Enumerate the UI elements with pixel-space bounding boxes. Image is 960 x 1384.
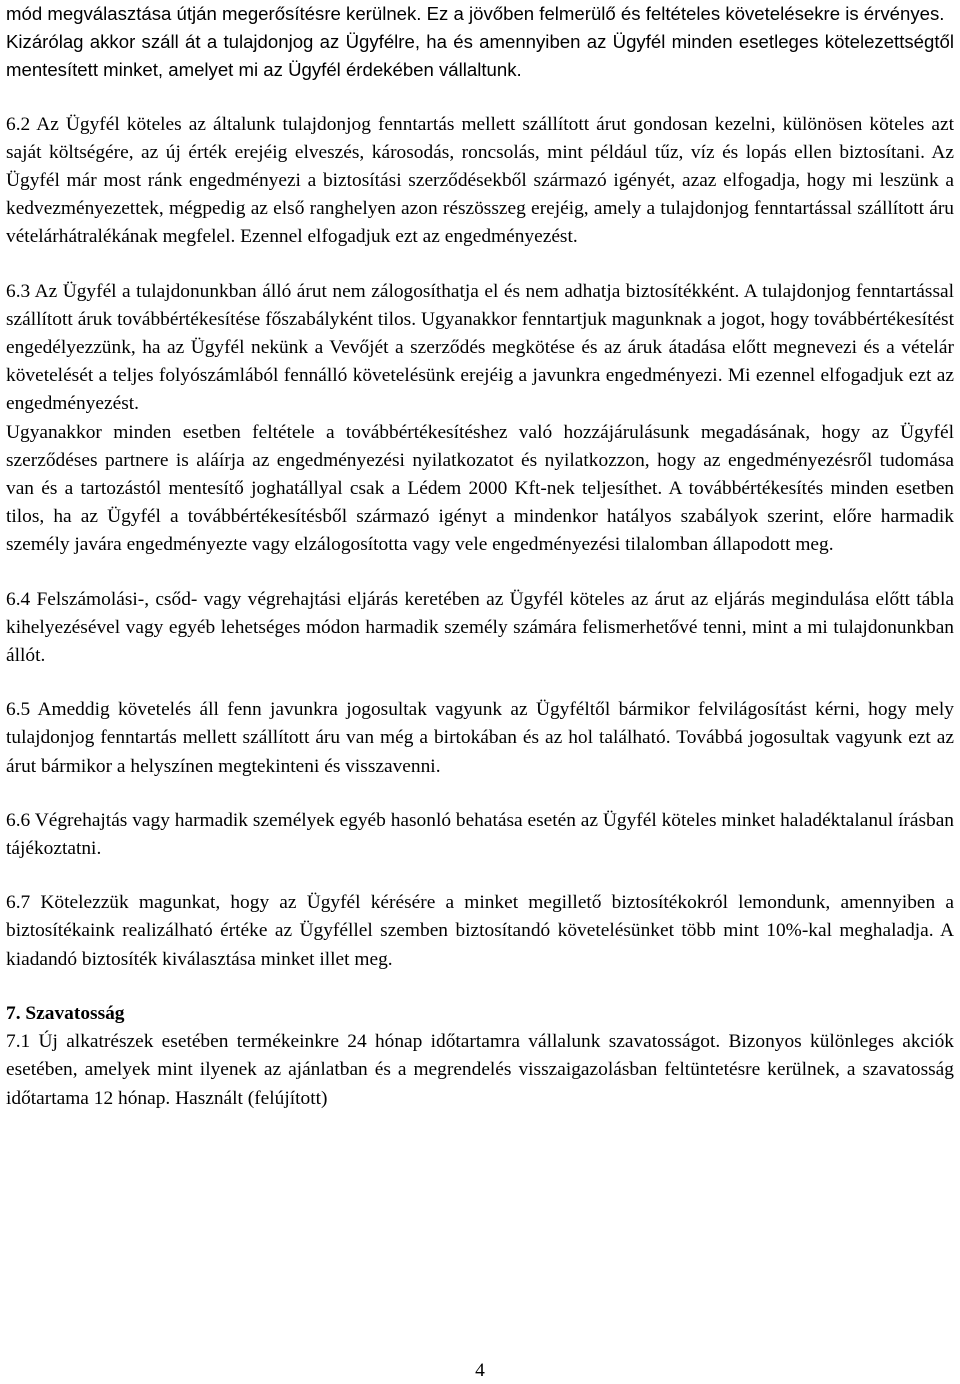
paragraph-7-1: 7.1 Új alkatrészek esetében termékeinkre 24 hónap időtartamra vállalunk szavatosságot. Bizonyos különleges akciók esetében, amelyek mint ilyenek az ajánlatban és a megrendelés visszaigazolásban feltüntetésre kerülnek, a szavatosság időtartama 12 hónap. Használt (felújított)	[6, 1031, 954, 1109]
spacer	[6, 85, 954, 111]
spacer	[6, 863, 954, 889]
paragraph-6-7: 6.7 Kötelezzük magunkat, hogy az Ügyfél kérésére a minket megillető biztosítékokról lemondunk, amennyiben a biztosítékaink realizálható értéke az Ügyféllel szemben biztosítandó követelésünket több mint 10%-kal meghaladja. A kiadandó biztosíték kiválasztása minket illet meg.	[6, 892, 954, 970]
paragraph-6-3b: Ugyanakkor minden esetben feltétele a továbbértékesítéshez való hozzájárulásunk megadásának, hogy az Ügyfél szerződéses partnere is aláírja az engedményezési nyilatkozatot és nyilatkozzon, hogy az engedményezésről tudomása van és a tartozástól mentesítő joghatállyal csak a Lédem 2000 Kft-nek teljesíthet. A továbbértékesítés minden esetben tilos, ha az Ügyfél a továbbértékesítésből származó igényt a mindenkor hatályos szabályok szerint, előre harmadik személy javára engedményezte vagy elzálogosította vagy vele engedményezési tilalomban állapodott meg.	[6, 421, 954, 556]
spacer	[6, 781, 954, 807]
spacer	[6, 560, 954, 586]
page-number: 4	[475, 1360, 485, 1381]
paragraph-6-6: 6.6 Végrehajtás vagy harmadik személyek egyéb hasonló behatása esetén az Ügyfél köteles minket haladéktalanul írásban tájékoztatni.	[6, 809, 954, 860]
paragraph-6-3a: 6.3 Az Ügyfél a tulajdonunkban álló árut nem zálogosíthatja el és nem adhatja biztosítékként. A tulajdonjog fenntartással szállított áruk továbbértékesítése főszabályként tilos. Ugyanakkor fenntartjuk magunknak a jogot, hogy továbbértékesítést engedélyezzünk, ha az Ügyfél nekünk a Vevőjét a szerződés megkötése és az áruk átadása előtt megnevezi és a vételár követelését a teljes folyószámlából fennálló követelésünk erejéig a javunkra engedményezi. Mi ezennel elfogadjuk ezt az engedményezést.	[6, 280, 954, 415]
spacer	[6, 252, 954, 278]
paragraph-6-5: 6.5 Ameddig követelés áll fenn javunkra jogosultak vagyunk az Ügyféltől bármikor felvilágosítást kérni, hogy mely tulajdonjog fenntartás mellett szállított áru van még a birtokában és az hol található. Továbbá jogosultak vagyunk ezt az árut bármikor a helyszínen megtekinteni és visszavenni.	[6, 699, 954, 777]
paragraph-intro-2: Kizárólag akkor száll át a tulajdonjog az Ügyfélre, ha és amennyiben az Ügyfél minden esetleges kötelezettségtől mentesített minket, amelyet mi az Ügyfél érdekében vállaltunk.	[6, 31, 954, 81]
paragraph-6-4: 6.4 Felszámolási-, csőd- vagy végrehajtási eljárás keretében az Ügyfél köteles az árut az eljárás megindulása előtt tábla kihelyezésével vagy egyéb lehetséges módon harmadik személy számára felismerhetővé tenni, mint a mi tulajdonunkban állót.	[6, 588, 954, 667]
spacer	[6, 670, 954, 696]
paragraph-6-2: 6.2 Az Ügyfél köteles az általunk tulajdonjog fenntartás mellett szállított árut gondosan kezelni, különösen köteles azt saját költségére, az új érték erejéig elveszés, károsodás, roncsolás, mint például tűz, víz és lopás ellen biztosítani. Az Ügyfél már most ránk engedményezi a biztosítási szerződésekből származó igényét, azaz elfogadja, hogy mi leszünk a kedvezményezettek, mégpedig az első ranghelyen azon részösszeg erejéig, amely a tulajdonjog fenntartással szállított áru vételárhátralékának megfelel. Ezennel elfogadjuk ezt az engedményezést.	[6, 113, 954, 248]
spacer	[6, 974, 954, 1000]
section-heading-7: 7. Szavatosság	[6, 1002, 125, 1024]
paragraph-intro-1: mód megválasztása útján megerősítésre kerülnek. Ez a jövőben felmerülő és feltételes követelésekre is érvényes.	[6, 3, 945, 24]
